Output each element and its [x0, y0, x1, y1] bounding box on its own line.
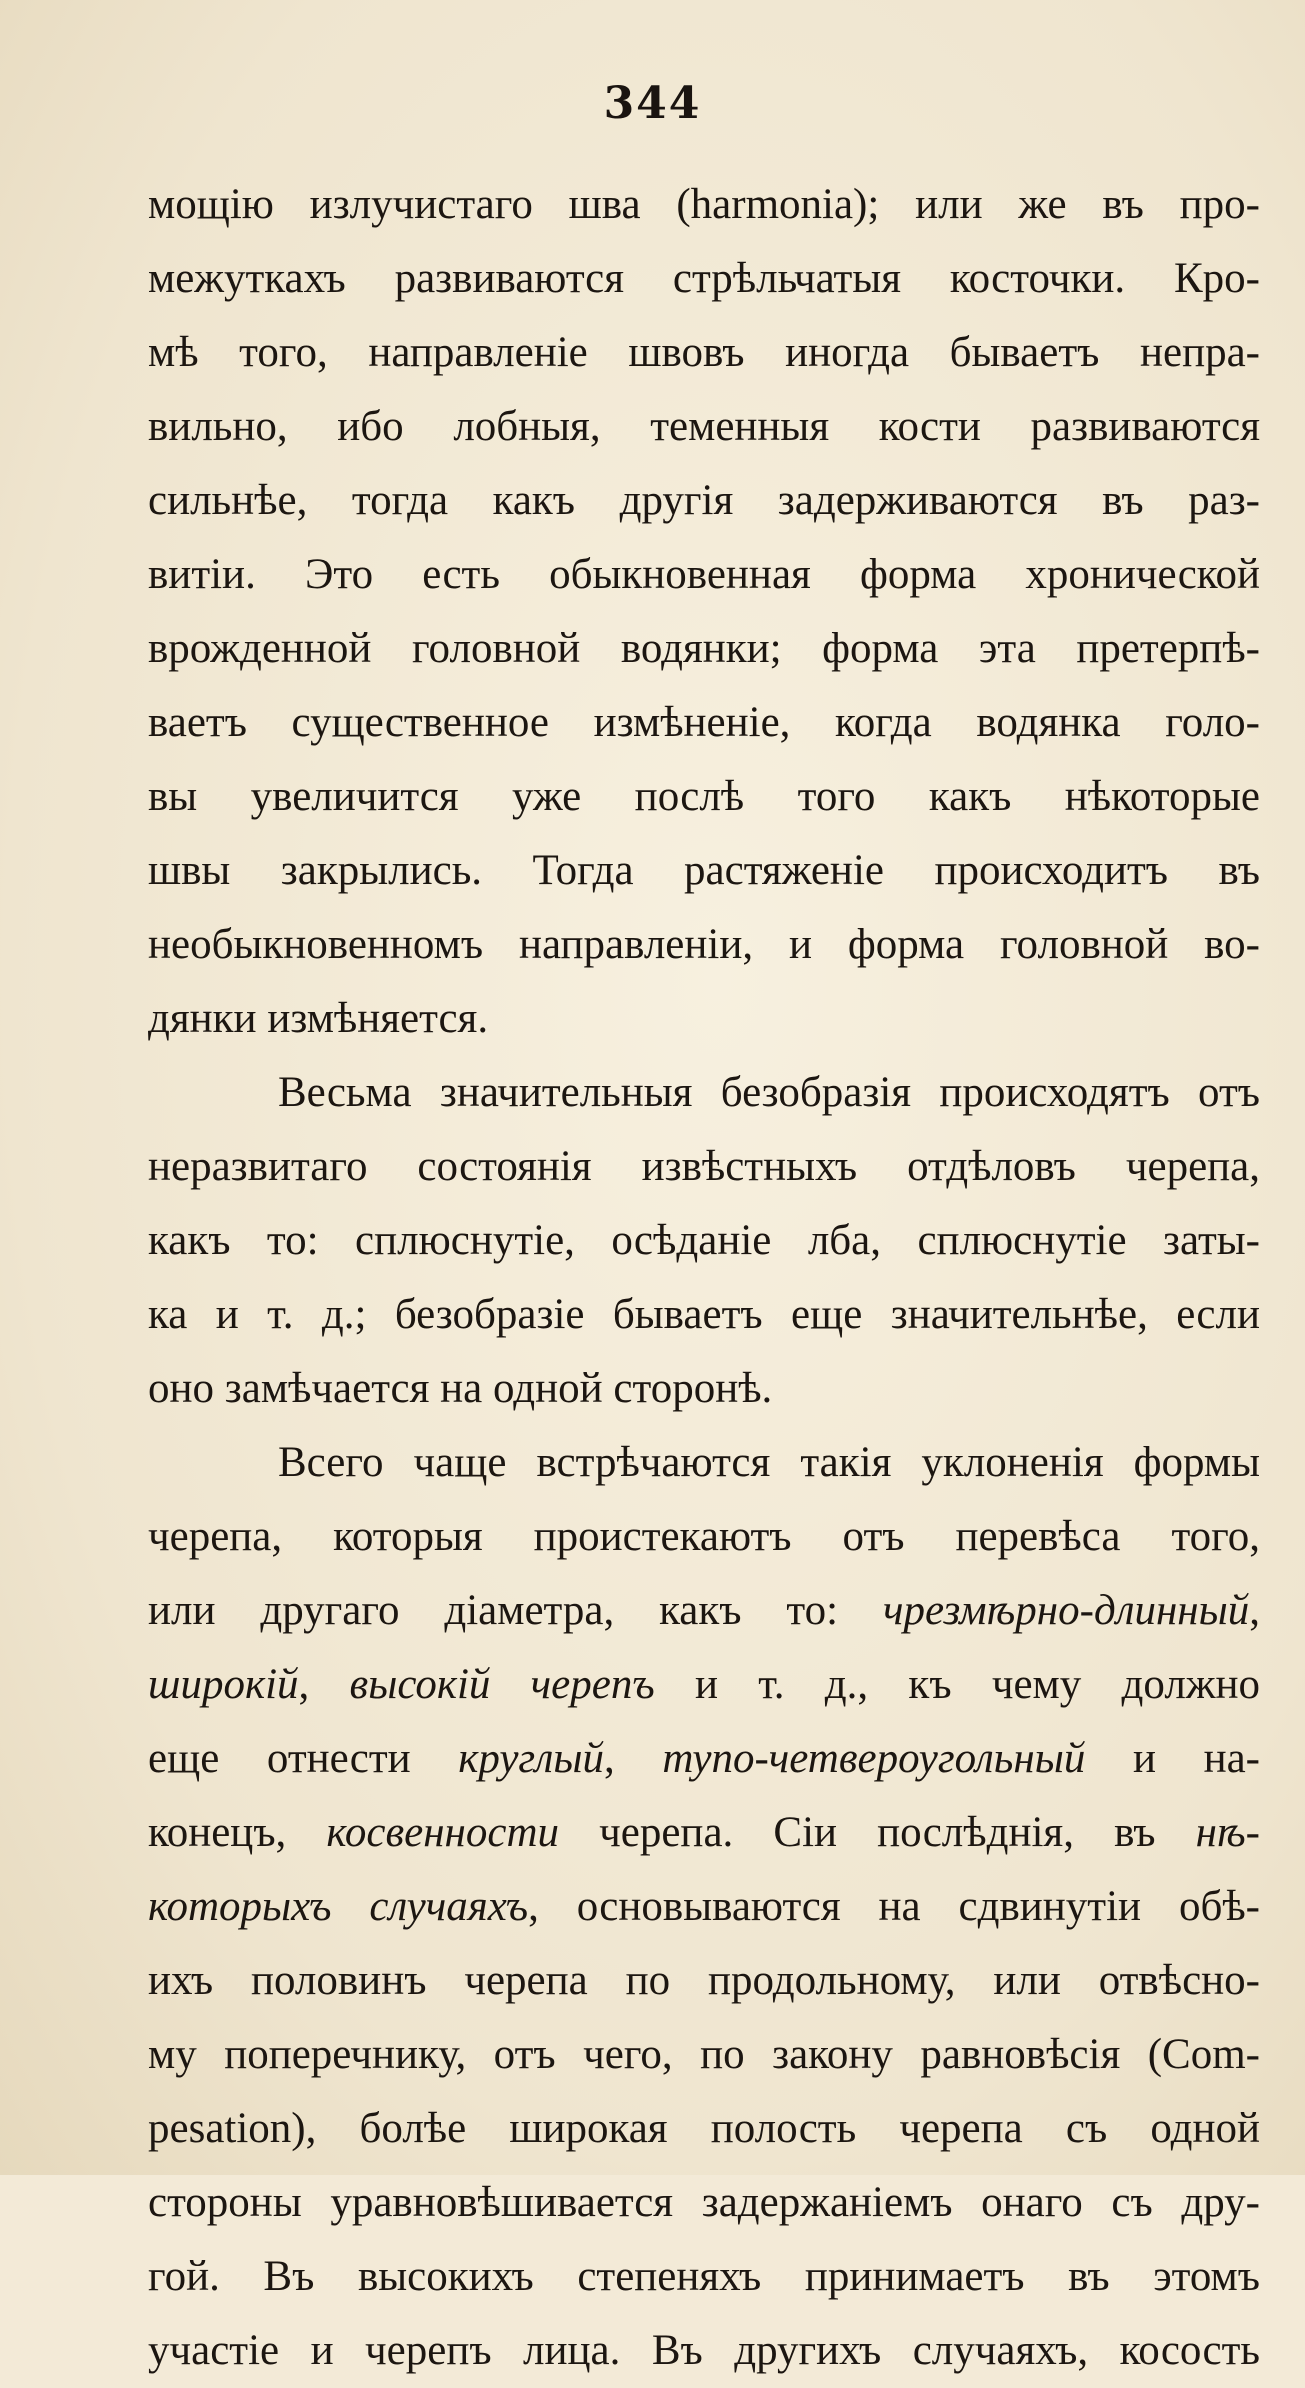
text-segment: дянки измѣняется.: [148, 995, 489, 1042]
text-line: [148, 2092, 1260, 2166]
text-segment: и т. д., къ чему должно: [654, 1661, 1260, 1708]
text-segment: витіи. Это есть обыкновенная форма хронической: [148, 551, 1260, 598]
text-segment: врожденной головной водянки; форма эта претерпѣ-: [148, 625, 1260, 672]
text-line: [148, 908, 1260, 982]
text-segment: pesation), болѣе широкая полость черепа съ одной: [148, 2105, 1260, 2152]
text-line: [148, 1426, 1260, 1500]
text-line: [148, 242, 1260, 316]
text-segment: черепа. Сіи послѣднія, въ: [559, 1809, 1196, 1856]
text-segment: гой. Въ высокихъ степеняхъ принимаетъ въ этомъ: [148, 2253, 1260, 2300]
text-segment: вы увеличится уже послѣ того какъ нѣкоторые: [148, 773, 1260, 820]
text-line: [148, 390, 1260, 464]
text-line: [148, 1204, 1260, 1278]
text-line: [148, 316, 1260, 390]
text-segment: ,: [298, 1661, 350, 1708]
text-segment: ,: [604, 1735, 663, 1782]
text-segment: участіе и черепъ лица. Въ другихъ случаяхъ, косость: [148, 2327, 1260, 2374]
text-segment: сильнѣе, тогда какъ другія задерживаются въ раз-: [148, 477, 1260, 524]
text-segment: швы закрылись. Тогда растяженіе происходитъ въ: [148, 847, 1260, 894]
text-segment: мѣ того, направленіе швовъ иногда бываетъ непра-: [148, 329, 1260, 376]
text-segment: му поперечнику, отъ чего, по закону равновѣсія (Com-: [148, 2031, 1260, 2078]
text-line: [148, 1056, 1260, 1130]
italic-text: высокій черепъ: [349, 1661, 655, 1708]
text-line: [148, 1796, 1260, 1870]
text-segment: еще отнести: [148, 1735, 459, 1782]
text-line: [148, 168, 1260, 242]
text-line: [148, 2018, 1260, 2092]
text-line: [148, 1944, 1260, 2018]
italic-text: чрезмѣрно-длинный: [882, 1587, 1250, 1634]
text-segment: стороны уравновѣшивается задержаніемъ онаго съ дру-: [148, 2179, 1260, 2226]
text-segment: конецъ,: [148, 1809, 327, 1856]
text-line: [148, 1574, 1260, 1648]
text-segment: какъ то: сплюснутіе, осѣданіе лба, сплюснутіе заты-: [148, 1217, 1260, 1264]
text-line: [148, 1500, 1260, 1574]
italic-text: которыхъ случаяхъ: [148, 1883, 529, 1930]
text-line: [148, 760, 1260, 834]
italic-text: тупо-четвероугольный: [662, 1735, 1086, 1782]
text-line: [148, 2314, 1260, 2388]
text-segment: ка и т. д.; безобразіе бываетъ еще значительнѣе, если: [148, 1291, 1260, 1338]
text-segment: межуткахъ развиваются стрѣльчатыя косточки. Кро-: [148, 255, 1260, 302]
text-line: [148, 1648, 1260, 1722]
text-segment: мощію излучистаго шва (harmonia); или же въ про-: [148, 181, 1260, 228]
page-number: 344: [603, 78, 702, 129]
text-segment: ихъ половинъ черепа по продольному, или отвѣсно-: [148, 1957, 1260, 2004]
text-segment: Весьма значительныя безобразія происходятъ отъ: [278, 1069, 1260, 1116]
text-segment: и на-: [1085, 1735, 1260, 1782]
text-segment: ваетъ существенное измѣненіе, когда водянка голо-: [148, 699, 1260, 746]
text-line: [148, 538, 1260, 612]
text-segment: ,: [1249, 1587, 1260, 1634]
italic-text: круглый: [458, 1735, 605, 1782]
body-text: [148, 168, 1260, 2388]
text-segment: необыкновенномъ направленіи, и форма головной во-: [148, 921, 1260, 968]
text-line: [148, 686, 1260, 760]
text-line: [148, 1870, 1260, 1944]
text-line: [148, 982, 1260, 1056]
text-segment: неразвитаго состоянія извѣстныхъ отдѣловъ черепа,: [148, 1143, 1260, 1190]
text-line: [148, 834, 1260, 908]
text-line: [148, 464, 1260, 538]
text-segment: вильно, ибо лобныя, теменныя кости развиваются: [148, 403, 1260, 450]
text-line: [148, 612, 1260, 686]
text-segment: Всего чаще встрѣчаются такія уклоненія формы: [278, 1439, 1260, 1486]
italic-text: косвенности: [326, 1809, 560, 1856]
text-line: [148, 1722, 1260, 1796]
text-segment: или другаго діаметра, какъ то:: [148, 1587, 883, 1634]
text-line: [148, 2240, 1260, 2314]
text-segment: , основываются на сдвинутіи обѣ-: [528, 1883, 1260, 1930]
text-line: [148, 1278, 1260, 1352]
text-segment: черепа, которыя проистекаютъ отъ перевѣса того,: [148, 1513, 1260, 1560]
text-line: [148, 1352, 1260, 1426]
italic-text: широкій: [148, 1661, 299, 1708]
text-line: [148, 1130, 1260, 1204]
text-segment: оно замѣчается на одной сторонѣ.: [148, 1365, 773, 1412]
italic-text: нѣ-: [1195, 1809, 1260, 1856]
text-line: [148, 2166, 1260, 2240]
